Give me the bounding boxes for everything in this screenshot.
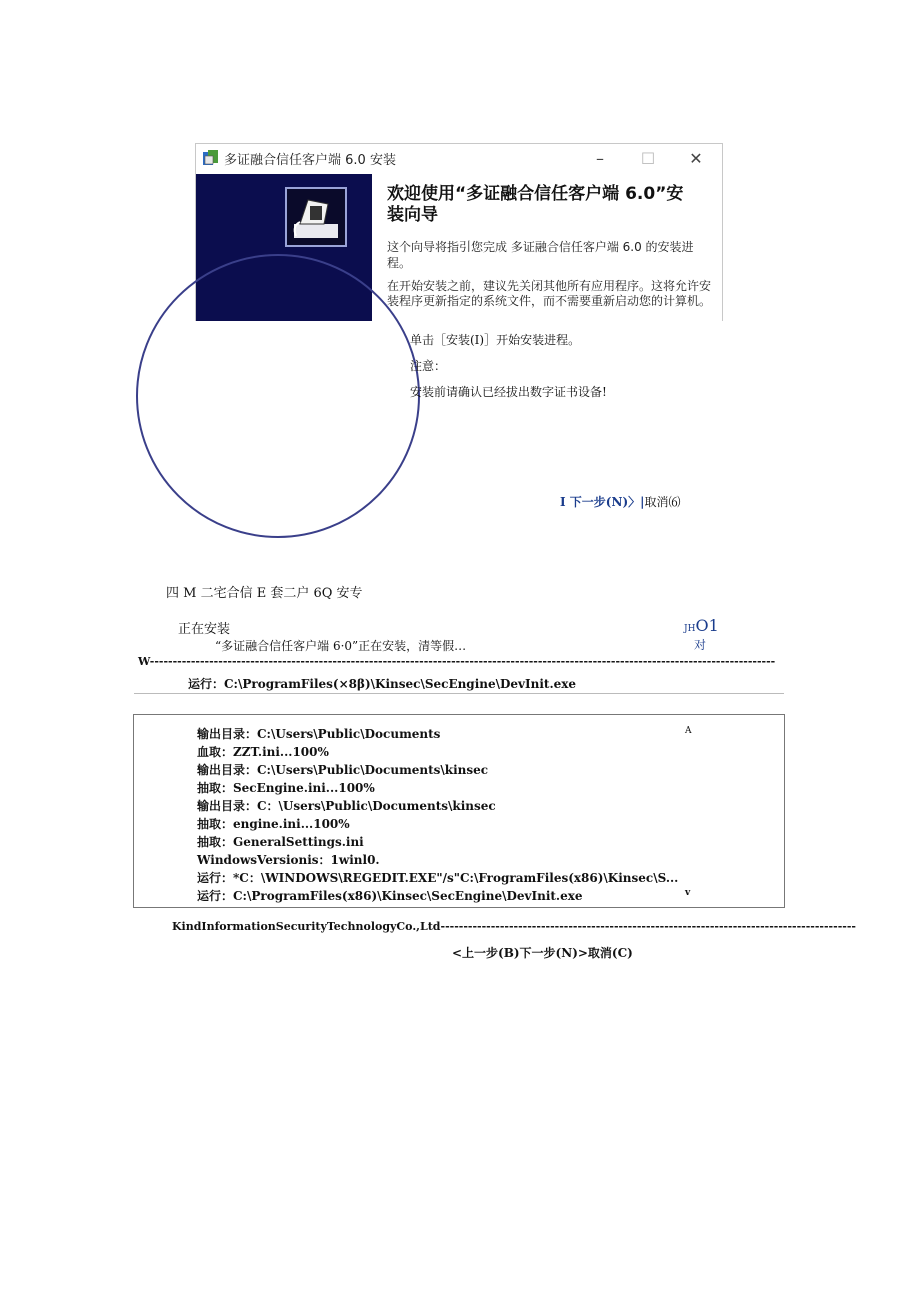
log-line: 运行：*C：\WINDOWS\REGEDIT.EXE"/s"C:\FrogramFiles(x86)\Kinsec\S... <box>197 871 679 885</box>
maximize-button[interactable]: ☐ <box>640 149 656 168</box>
side-banner <box>196 174 372 321</box>
installer-app-icon <box>202 149 220 167</box>
separator-line <box>138 655 776 668</box>
welcome-dialog <box>195 143 723 321</box>
window-title: 多证融合信任客户端 6.0 安装 <box>224 153 396 168</box>
minimize-button[interactable]: – <box>596 149 604 168</box>
status-subtitle: “多证融合信任客户端 6·0”正在安装，清等假… <box>215 639 467 653</box>
instruction-line-1: 单击［安装(I)］开始安装进程。 <box>410 333 581 347</box>
wizard-buttons-row-2[interactable]: <上一步(B)下一步(N)>取消(C) <box>452 946 633 960</box>
banner-arc <box>136 254 420 538</box>
company-branding-line <box>172 920 856 933</box>
scroll-down-arrow[interactable]: v <box>685 888 691 898</box>
scroll-up-arrow[interactable]: A <box>685 726 692 736</box>
log-line: 血取：ZZT.ini...100% <box>197 745 329 759</box>
cancel-button[interactable]: 取消⑹ <box>644 495 681 509</box>
log-line: 运行：C:\ProgramFiles(x86)\Kinsec\SecEngine\DevInit.exe <box>197 889 583 903</box>
welcome-paragraph-1: 这个向导将指引您完成 多证融合信任客户端 6.0 的安装进程。 <box>387 240 694 270</box>
divider <box>134 693 784 694</box>
log-line: 抽取：engine.ini...100% <box>197 817 350 831</box>
current-action: 运行：C:\ProgramFiles(×8β)\Kinsec\SecEngine\DevInit.exe <box>188 677 577 691</box>
corner-large-text: O1 <box>695 616 719 635</box>
log-line: 输出目录：C:\Users\Public\Documents\kinsec <box>197 763 489 777</box>
log-line: 抽取：GeneralSettings.ini <box>197 835 364 849</box>
separator-prefix: W <box>138 655 150 668</box>
log-line: 抽取：SecEngine.ini...100% <box>197 781 375 795</box>
note-text: 安装前请确认已经拔出数字证书设备! <box>410 385 607 399</box>
next-button[interactable]: I 下一步(N)〉| <box>560 495 645 509</box>
close-button[interactable]: ✕ <box>689 149 703 168</box>
separator-dashes: ----------------------------------------------------------------------------------------------------------------------------------------- <box>149 655 776 668</box>
title-bar <box>196 144 722 174</box>
status-title: 正在安装 <box>178 622 231 637</box>
wizard-buttons-row-1 <box>560 493 681 510</box>
install-dialog-title: 四 M 二宅合信 E 套二户 6Q 安专 <box>166 586 363 601</box>
log-line: 输出目录：C：\Users\Public\Documents\kinsec <box>197 799 496 813</box>
corner-text-2: 对 <box>694 638 707 652</box>
log-line: 输出目录：C:\Users\Public\Documents <box>197 727 441 741</box>
welcome-paragraph-2: 在开始安装之前，建议先关闭其他所有应用程序。这将允许安装程序更新指定的系统文件，而不需要重新启动您的计算机。 <box>387 279 712 308</box>
log-line: WindowsVersionis：1winl0. <box>197 853 380 867</box>
company-separator: ------------------------------------------------------------------------------------------- <box>440 920 856 933</box>
install-log[interactable] <box>133 714 785 908</box>
corner-small-text: JH <box>684 624 696 634</box>
company-name: KindInformationSecurityTechnologyCo.,Ltd <box>172 920 441 933</box>
corner-logo-text <box>684 616 719 635</box>
welcome-heading: 欢迎使用“多证融合信任客户端 6.0”安装向导 <box>387 184 684 225</box>
installer-logo-icon <box>284 186 348 248</box>
note-label: 注意： <box>410 359 447 373</box>
